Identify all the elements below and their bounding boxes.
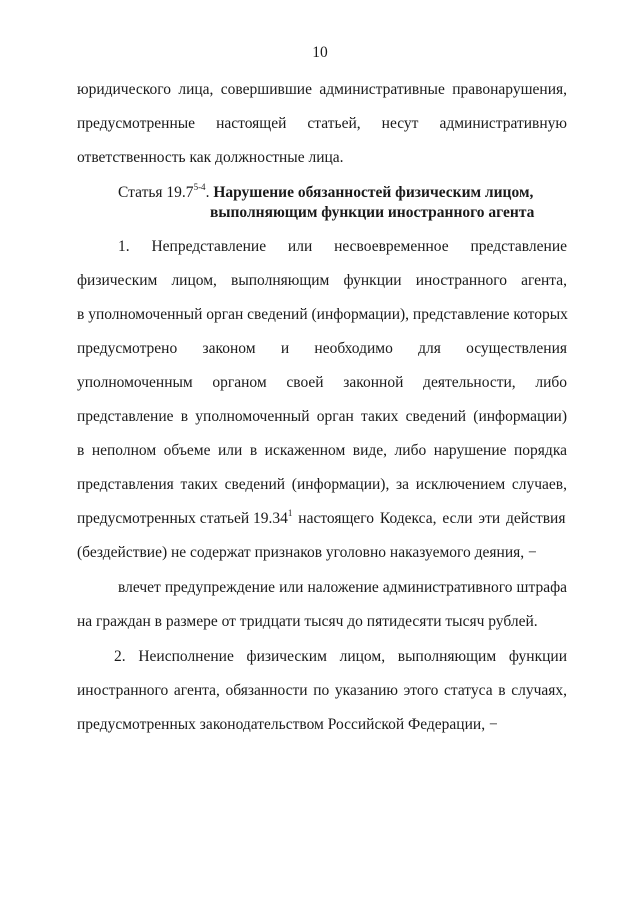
article-heading [118, 183, 533, 203]
intro-line-3: ответственность как должностные лица. [77, 149, 344, 166]
article-title-line-1: Нарушение обязанностей физическим лицом, [213, 184, 534, 201]
penalty1-line-1: влечет предупреждение или наложение административного штрафа [118, 579, 567, 596]
part2-line-3: предусмотренных законодательством Российской Федерации, − [77, 716, 498, 733]
page-number: 10 [312, 44, 328, 61]
part1-line-9 [77, 509, 567, 529]
part1-line-9b: настоящего Кодекса, если эти действия [292, 510, 566, 527]
part1-line-2: физическим лицом, выполняющим функции иностранного агента, [77, 272, 567, 289]
part1-line-1: 1. Непредставление или несвоевременное представление [118, 238, 567, 255]
part1-line-8: представления таких сведений (информации), за исключением случаев, [77, 476, 567, 493]
intro-line-2: предусмотренные настоящей статьей, несут административную [77, 115, 567, 132]
part1-line-10: (бездействие) не содержат признаков уголовно наказуемого деяния, − [77, 544, 537, 561]
part1-line-5: уполномоченным органом своей законной деятельности, либо [77, 374, 567, 391]
part2-line-2: иностранного агента, обязанности по указанию этого статуса в случаях, [77, 682, 567, 699]
article-title-line-2: выполняющим функции иностранного агента [210, 204, 535, 221]
article-label-sup: 5-4 [193, 182, 206, 192]
intro-line-1: юридического лица, совершившие административные правонарушения, [77, 81, 567, 98]
penalty1-line-2: на граждан в размере от тридцати тысяч до пятидесяти тысяч рублей. [77, 613, 538, 630]
article-label-dot: . [205, 184, 210, 201]
part1-line-6: представление в уполномоченный орган таких сведений (информации) [77, 408, 567, 425]
part2-line-1: 2. Неисполнение физическим лицом, выполняющим функции [114, 648, 567, 665]
part1-line-7: в неполном объеме или в искаженном виде, либо нарушение порядка [77, 442, 567, 459]
article-ref-sup: 1 [287, 508, 293, 518]
part1-line-4: предусмотрено законом и необходимо для осуществления [77, 340, 567, 357]
part1-line-9a: предусмотренных статьей 19.34 [77, 510, 288, 527]
part1-line-3: в уполномоченный орган сведений (информации), представление которых [77, 306, 568, 323]
article-label: Статья 19.7 [118, 184, 194, 201]
